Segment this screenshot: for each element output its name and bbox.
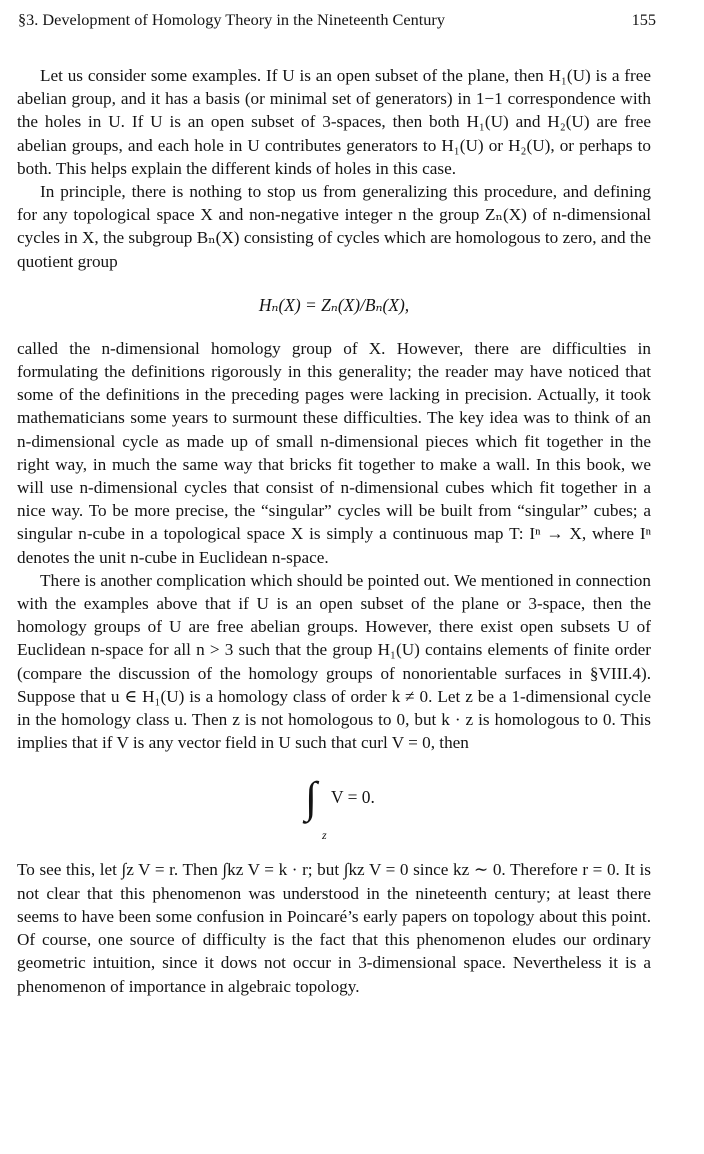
integral-equation	[17, 754, 651, 858]
integral-subscript: z	[322, 828, 327, 843]
page-number: 155	[631, 10, 656, 29]
page-body	[17, 64, 651, 998]
paragraph-examples: Let us consider some examples. If U is an open subset of the plane, then H₁(U) is a free abelian group, and it has a basis (or minimal set of generators) in 1−1 correspondence with the holes in U. If U is an open subset of 3-spaces, then both H₁(U) and H₂(U) are free abelian groups, and each hole in U contributes generators to H₁(U) or H₂(U), or perhaps to both. This helps explain the different kinds of holes in this case.	[17, 66, 651, 178]
homology-quotient-equation: Hₙ(X) = Zₙ(X)/Bₙ(X),	[258, 294, 410, 315]
chapter-title: §3. Development of Homology Theory in the Nineteenth Century	[18, 10, 445, 29]
integral-body: V = 0.	[331, 787, 375, 808]
integral-sign: ∫	[305, 773, 318, 823]
paragraph-complication: There is another complication which should be pointed out. We mentioned in connection with the examples above that if U is an open subset of the plane or 3-space, then the homology groups of U are free abelian groups. However, there exist open subsets U of Euclidean n-space for all n > 3 such that the group H₁(U) contains elements of finite order (compare the discussion of the homology groups of nonorientable surfaces in §VIII.4). Suppose that u ∈ H₁(U) is a homology class of order k ≠ 0. Let z be a 1-dimensional cycle in the homology class u. Then z is not homologous to 0, but k · z is homologous to 0. This implies that if V is any vector field in U such that curl V = 0, then	[17, 570, 651, 753]
paragraph-generalization: In principle, there is nothing to stop us from generalizing this procedure, and defining for any topological space X and non-negative integer n the group Zₙ(X) of n-dimensional cycles in X, the subgroup Bₙ(X) consisting of cycles which are homologous to zero, and the quotient group	[17, 182, 651, 271]
paragraph-conclusion: To see this, let ∫z V = r. Then ∫kz V = k · r; but ∫kz V = 0 since kz ∼ 0. Therefore r = 0. It is not clear that this phenomenon was understood in the nineteenth century; at least there seems to have been some confusion in Poincaré’s early papers on topology about this point. Of course, one source of difficulty is the fact that this phenomenon eludes our ordinary geometric intuition, since it dows not occur in 3-dimensional space. Nevertheless it is a phenomenon of importance in algebraic topology.	[17, 860, 651, 996]
paragraph-homology-group: called the n-dimensional homology group of X. However, there are difficulties in formulating the definitions rigorously in this generality; the reader may have noticed that some of the definitions in the preceding pages were lacking in precision. Actually, it took mathematicians some years to surmount these difficulties. The key idea was to think of an n-dimensional cycle as made up of small n-dimensional pieces which fit together in the right way, in much the same way that bricks fit together to make a wall. In this book, we will use n-dimensional cycles that consist of n-dimensional cubes which fit together in a nice way. To be more precise, the “singular” cycles will be built from “singular” cubes; a singular n-cube in a topological space X is simply a continuous map T: Iⁿ → X, where Iⁿ denotes the unit n-cube in Euclidean n-space.	[17, 338, 651, 567]
